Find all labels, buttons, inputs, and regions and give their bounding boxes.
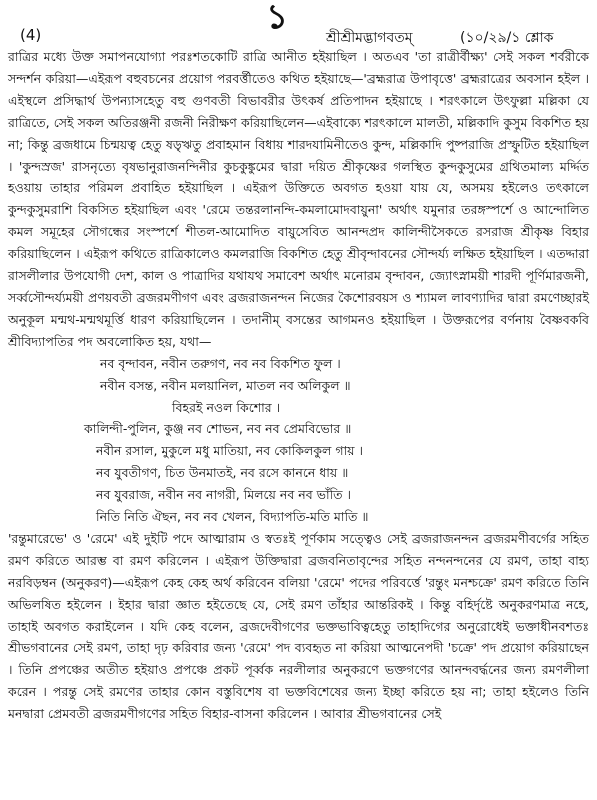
verse-line-5: নবীন রসাল, মুকুলে মধু মাতিয়া, নব কোকিলকুল গায় ।	[96, 443, 363, 459]
running-title: শ্রীশ্রীমদ্ভাগবতম্‌	[326, 30, 413, 46]
verse-line-6: নব যুবতীগণ, চিত উনমাতই, নব রসে কাননে ধায় ॥	[96, 465, 349, 481]
verse-line-7: নব যুবরাজ, নবীন নব নাগরী, মিলয়ে নব নব ভাঁতি ।	[96, 487, 351, 503]
page-header	[8, 0, 589, 46]
verse-block	[8, 353, 589, 528]
verse-line-3: বিহরই নওল কিশোর ।	[172, 399, 281, 415]
verse-line-1: নব বৃন্দাবন, নবীন তরুগণ, নব নব বিকশিত ফুল ।	[100, 355, 341, 371]
body-text-continued	[8, 528, 589, 725]
paragraph-1: রাত্রির মধ্যে উক্ত সমাপনযোগ্যা পরঃশতকোটি রাত্রি আনীত হইয়াছিল । অতএব 'তা রাত্রীর্বীক্ষ্য' সেই সকল শর্বরীকে সন্দর্শন করিয়া—এইরূপ বহুবচনের প্রয়োগ পরবর্ত্তীতেও কথিত হইয়াছে—'ব্রহ্মরাত্র উপাবৃত্তে' ব্রহ্মরাত্রের অবসান হইল । এইস্থলে প্রসিদ্ধার্থ উপন্যাসহেতু বহু গুণবতী বিভাবরীর উৎকর্ষ প্রতিপাদন হইয়াছে । শরৎকালে উৎফুল্লা মল্লিকা যে রাত্রিতে, সেই সকল অতিরঞ্জনী রজনী নিরীক্ষণ করিয়াছিলেন—এইবাক্যে শরৎকালে মালতী, মল্লিকাদি কুসুম বিকশিত হয় না; কিন্তু ব্রজধামে চিন্ময়ত্ব হেতু ষড়ৃঋতু প্রবাহমান বিধায় শারদযামিনীতেও কুন্দ, মল্লিকাদি পুষ্পরাজি প্রস্ফুটিত হইয়াছিল । 'কুন্দস্রজ' রাসনৃত্যে বৃষভানুরাজনন্দিনীর কুচকুঙ্কুমের দ্বারা দয়িত শ্রীকৃষ্ণের গলস্থিত কুন্দকুসুমের গ্রথিতমাল্য মর্দ্দিত হওয়ায় তাহার পরিমল প্রবাহিত হইয়াছিল । এইরূপ উক্তিতে অবগত হওয়া যায় যে, অসময় হইলেও তৎকালে কুন্দকুসুমরাশি বিকসিত হইয়াছিল এবং 'রেমে তন্তরলানন্দি-কমলামোদবায়ুনা' অর্থাৎ যমুনার তরঙ্গস্পর্শে ও আন্দোলিত কমল সমূহের সৌগন্ধের সংস্পর্শে শীতল-আমোদিত বায়ুসেবিত আনন্দপ্রদ কালিন্দীসৈকতে রসরাজ শ্রীকৃষ্ণ বিহার করিয়াছিলেন । এইরূপ কথিতে রাত্রিকালেও কমলরাজি বিকশিত হেতু শ্রীবৃন্দাবনের সৌন্দর্য্য লক্ষিত হইয়াছিল । এতদ্দারা রাসলীলার উপযোগী দেশ, কাল ও পাত্রাদির যথাযথ সমাবেশ অর্থাৎ মনোরম বৃন্দাবন, জ্যোৎস্নাময়ী শারদী পূর্ণিমারজনী, সর্ব্বসৌন্দর্য্যময়ী প্রণয়বতী ব্রজরমণীগণ এবং ব্রজরাজনন্দন নিজের কৈশোরবয়স ও শ্যামল লাবণ্যাদির দ্বারা রমণেচ্ছারই অনুকূল মন্মথ-মন্মথমূর্ত্তি ধারণ করিয়াছিলেন । তদানীম্ বসন্তের আগমনও হইয়াছিল । উক্তরূপের বর্ণনায় বৈষ্ণবকবি শ্রীবিদ্যাপতির পদ অবলোকিত হয়, যথা—	[8, 49, 589, 349]
page-mark: ১	[266, 0, 289, 37]
paragraph-2: 'রন্তুমারেভে' ও 'রেমে' এই দুইটি পদে আত্মারাম ও স্বতঃই পূর্ণকাম সত্ত্বেও সেই ব্রজরাজনন্দন ব্রজরমণীবর্গের সহিত রমণ করিতে আরম্ভ বা রমণ করিলেন । এইরূপ উক্তিদ্বারা ব্রজবনিতাবৃন্দের সহিত নন্দনন্দনের যে রমণ, তাহা বাহ্য নরবিড়ম্বন (অনুকরণ)—এইরূপ কেহ কেহ অর্থ করিবেন বলিয়া 'রেমে' পদের পরিবর্ত্তে 'রন্তুং মনশ্চক্রে' রমণ করিতে তিনি অভিলষিত হইলেন । ইহার দ্বারা জ্ঞাত হইতেছে যে, সেই রমণ তাঁহার আন্তরিকই । কিন্তু বহির্দৃষ্টে অনুকরণমাত্র নহে, তাহাই অবগত করাইলেন । যদি কেহ বলেন, ব্রজদেবীগণের ভক্তভাবিত্বহেতু তাহাদিগের অনুরোধেই ভক্তাধীনবশতঃ শ্রীভগবানের সেই রমণ, তাহা দৃঢ় করিবার জন্য 'রেমে' পদ ব্যবহৃত না করিয়া আত্মনেপদী 'চক্রে' পদ প্রয়োগ করিয়াছেন । তিনি প্রপঞ্চের অতীত হইয়াও প্রপঞ্চে প্রকট পূর্ব্বক নরলীলার অনুকরণে ভক্তগণের আনন্দবর্দ্ধনের জন্য রমণলীলা করেন । পরন্তু সেই রমণের তাহার কোন বস্তুবিশেষ বা ভক্তবিশেষের জন্য ইচ্ছা করিতে হয় না; তাহা হইলেও তিনি মনদ্বারা প্রেমবতী ব্রজরমণীগণের সহিত বিহার-বাসনা করিলেন । আবার শ্রীভগবানের সেই	[8, 530, 589, 722]
verse-line-2: নবীন বসন্ত, নবীন মলয়ানিল, মাতল নব অলিকুল ॥	[100, 377, 351, 393]
body-text	[8, 46, 589, 353]
verse-reference: (১০/২৯/১ শ্লোক	[460, 30, 554, 46]
verse-line-4: কালিন্দী-পুলিন, কুঞ্জ নব শোভন, নব নব প্রেমবিভোর ॥	[84, 421, 352, 437]
verse-line-8: নিতি নিতি ঐছন, নব নব খেলন, বিদ্যাপতি-মতি মাতি ॥	[96, 509, 369, 525]
page-number-label: (4)	[20, 26, 42, 44]
